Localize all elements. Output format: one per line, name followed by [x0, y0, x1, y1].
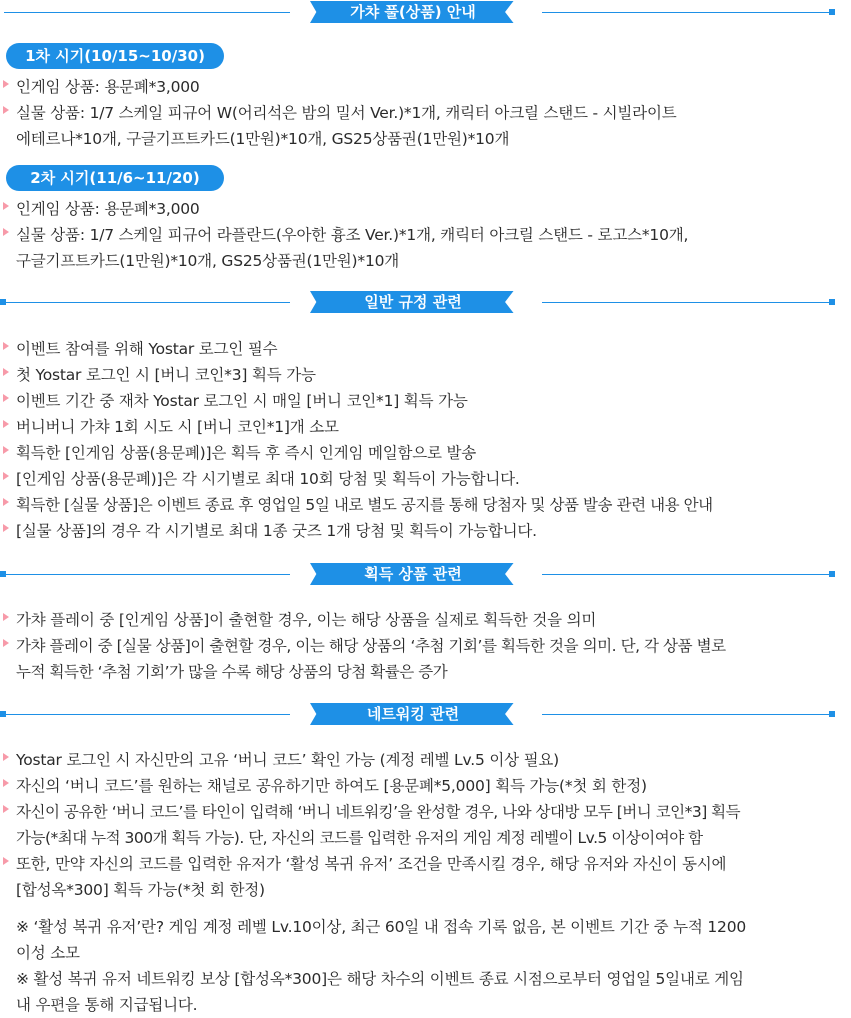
section-title: 획득 상품 관련	[364, 565, 462, 583]
bullet-icon	[3, 524, 9, 532]
section-header-general-rules	[0, 290, 851, 316]
notes	[16, 914, 846, 1018]
section-title: 네트워킹 관련	[366, 705, 460, 723]
section-title: 가챠 풀(상품) 안내	[350, 3, 476, 21]
header-line	[4, 12, 290, 13]
bullet-icon	[3, 228, 9, 236]
bullet-icon	[3, 472, 9, 480]
header-line	[542, 302, 832, 303]
header-dot	[829, 9, 835, 15]
bullet-icon	[3, 639, 9, 647]
phase2-badge: 2차 시기(11/6~11/20)	[6, 165, 224, 191]
bullet-icon	[3, 498, 9, 506]
bullet-icon	[3, 779, 9, 787]
bullet-icon	[3, 805, 9, 813]
bullet-icon	[3, 106, 9, 114]
header-line	[4, 302, 290, 303]
bullet-icon	[3, 342, 9, 350]
bullet-icon	[3, 368, 9, 376]
bullet-icon	[3, 613, 9, 621]
bullet-icon	[3, 857, 9, 865]
note-item: ※ ‘활성 복귀 유저’란? 게임 계정 레벨 Lv.10이상, 최근 60일 내 접속 기록 없음, 본 이벤트 기간 중 누적 1200 이성 소모	[16, 918, 747, 962]
header-dot	[829, 571, 835, 577]
section-header-networking	[0, 702, 851, 728]
section-header-gacha-pool	[0, 0, 851, 26]
bullet-icon	[3, 202, 9, 210]
header-dot	[829, 711, 835, 717]
note-item: ※ 활성 복귀 유저 네트워킹 보상 [합성옥*300]은 해당 차수의 이벤트 종료 시점으로부터 영업일 5일내로 게임 내 우편을 통해 지급됩니다.	[16, 970, 744, 1014]
phase1-badge: 1차 시기(10/15~10/30)	[6, 43, 224, 69]
header-line	[4, 574, 290, 575]
bullet-icon	[3, 420, 9, 428]
header-line	[542, 12, 832, 13]
section-title: 일반 규정 관련	[364, 293, 462, 311]
bullet-icon	[3, 753, 9, 761]
header-line	[542, 574, 832, 575]
header-dot	[829, 299, 835, 305]
bullet-icon	[3, 80, 9, 88]
header-line	[4, 714, 290, 715]
section-header-acquired-items	[0, 562, 851, 588]
header-line	[542, 714, 832, 715]
bullet-icon	[3, 394, 9, 402]
bullet-icon	[3, 446, 9, 454]
